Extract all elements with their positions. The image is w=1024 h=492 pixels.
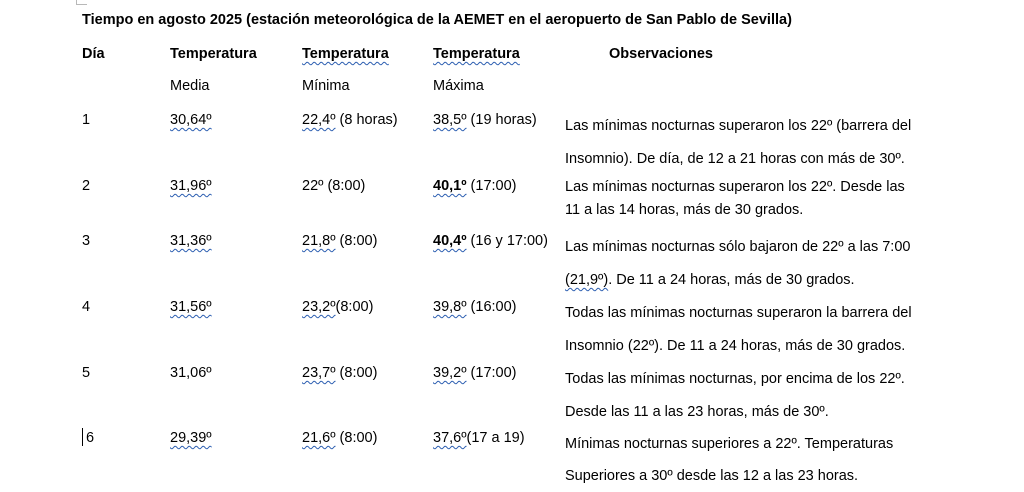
row-maxima (433, 297, 517, 317)
header-dia: Día (82, 46, 105, 62)
row-dia: 1 (82, 112, 91, 128)
row-maxima (433, 231, 548, 251)
minima-time: (8 horas) (335, 112, 398, 128)
text-cursor (82, 428, 83, 446)
row-media: 31,56º (170, 299, 212, 315)
row-dia: 5 (82, 365, 91, 381)
row-minima (302, 428, 377, 448)
obs-line-1: Todas las mínimas nocturnas, por encima de los 22º. (565, 371, 905, 387)
obs-line-1: Las mínimas nocturnas superaron los 22º (barrera del (565, 118, 912, 134)
header-temp-maxima: Temperatura (433, 46, 520, 62)
maxima-time: (16:00) (466, 299, 517, 315)
minima-time: (8:00) (335, 233, 378, 249)
header-temp-media: Temperatura (170, 46, 257, 62)
row-minima (302, 110, 398, 130)
maxima-time: (16 y 17:00) (466, 233, 548, 249)
minima-value: 22º (8:00) (302, 178, 366, 194)
header-observaciones: Observaciones (609, 46, 713, 62)
obs-line-1: Todas las mínimas nocturnas superaron la barrera del (565, 305, 912, 321)
obs-line-2: Desde las 11 a las 23 horas, más de 30º. (565, 404, 829, 420)
row-observaciones (565, 297, 955, 363)
obs-line-1: Mínimas nocturnas superiores a 22º. Temperaturas (565, 436, 894, 452)
maxima-value: 37,6º (433, 430, 467, 446)
minima-value: 21,8º (302, 233, 336, 249)
row-observaciones (565, 428, 955, 492)
minima-time: (8:00) (335, 299, 374, 315)
row-minima (302, 297, 373, 317)
row-maxima (433, 363, 517, 383)
maxima-value: 39,2º (433, 365, 467, 381)
page-corner-mark (76, 0, 87, 5)
row-observaciones (565, 363, 955, 429)
maxima-time: (17:00) (466, 178, 517, 194)
maxima-time: (19 horas) (466, 112, 537, 128)
row-media: 31,96º (170, 178, 212, 194)
row-media: 30,64º (170, 112, 212, 128)
minima-value: 21,6º (302, 430, 336, 446)
minima-value: 23,2º (302, 299, 336, 315)
row-dia: 2 (82, 178, 91, 194)
row-observaciones (565, 176, 955, 222)
maxima-value: 38,5º (433, 112, 467, 128)
obs-line-2 (565, 264, 955, 297)
minima-value: 23,7º (302, 365, 336, 381)
maxima-value: 39,8º (433, 299, 467, 315)
subheader-minima: Mínima (302, 78, 350, 94)
minima-time: (8:00) (335, 430, 378, 446)
obs-line-1: Las mínimas nocturnas sólo bajaron de 22º a las 7:00 (565, 239, 911, 255)
row-maxima (433, 110, 537, 130)
row-observaciones (565, 231, 955, 297)
maxima-time: (17 a 19) (466, 430, 525, 446)
row-maxima (433, 428, 525, 448)
obs-line-2: Superiores a 30º desde las 12 a las 23 horas. (565, 468, 859, 484)
row-dia: 4 (82, 299, 91, 315)
obs-line-1: Las mínimas nocturnas superaron los 22º. Desde las (565, 179, 905, 195)
row-dia: 3 (82, 233, 91, 249)
obs-line-2: Insomnio). De día, de 12 a 21 horas con más de 30º. (565, 151, 905, 167)
maxima-value: 40,1º (433, 178, 467, 194)
document-title: Tiempo en agosto 2025 (estación meteorológica de la AEMET en el aeropuerto de San Pablo de Sevilla) (82, 12, 792, 28)
minima-value: 22,4º (302, 112, 336, 128)
minima-time: (8:00) (335, 365, 378, 381)
row-observaciones (565, 110, 955, 176)
subheader-maxima: Máxima (433, 78, 484, 94)
obs-text: . De 11 a 24 horas, más de 30 grados. (608, 272, 855, 288)
maxima-time: (17:00) (466, 365, 517, 381)
row-media: 31,06º (170, 365, 212, 381)
obs-value: (21,9º) (565, 272, 609, 288)
row-dia: 6 (86, 430, 95, 446)
row-maxima (433, 176, 517, 196)
row-minima (302, 176, 365, 196)
row-media: 31,36º (170, 233, 212, 249)
maxima-value: 40,4º (433, 233, 467, 249)
obs-line-2: 11 a las 14 horas, más de 30 grados. (565, 202, 804, 218)
header-temp-minima: Temperatura (302, 46, 389, 62)
subheader-media: Media (170, 78, 210, 94)
obs-line-2: Insomnio (22º). De 11 a 24 horas, más de 30 grados. (565, 338, 906, 354)
row-media: 29,39º (170, 430, 212, 446)
row-minima (302, 231, 377, 251)
row-minima (302, 363, 377, 383)
